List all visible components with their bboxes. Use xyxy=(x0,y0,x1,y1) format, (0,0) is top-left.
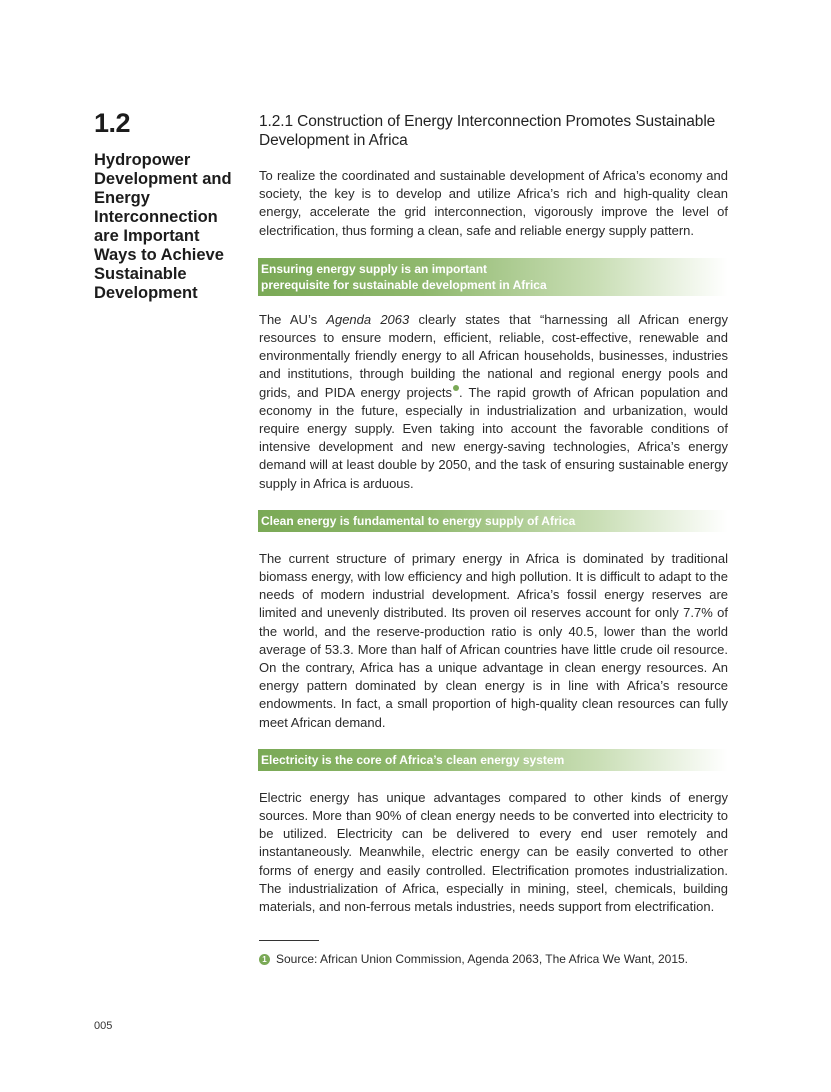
section-heading-block xyxy=(94,108,244,303)
footnote xyxy=(259,952,688,966)
footnote-divider xyxy=(259,940,319,941)
footnote-text: Source: African Union Commission, Agenda 2063, The Africa We Want, 2015. xyxy=(276,952,689,966)
subsection-title: 1.2.1 Construction of Energy Interconnection Promotes Sustainable Development in Africa xyxy=(259,113,716,149)
agenda-title: Agenda 2063 xyxy=(326,311,410,327)
banner-clean-energy: Clean energy is fundamental to energy supply of Africa xyxy=(258,510,728,532)
agenda-paragraph-rest: . The rapid growth of African population and economy in the future, especially in industrialization and urbanization, would require energy supply. Even taking into account the favorable conditions of intensive development and new energy-saving technologies, Africa’s energy demand will at least double by 2050, and the task of ensuring sustainable energy supply in Africa is arduous. xyxy=(259,384,728,491)
banner-energy-supply xyxy=(258,258,728,296)
electricity-paragraph: Electric energy has unique advantages compared to other kinds of energy sources. More than 90% of clean energy needs to be converted into electricity to be utilized. Electricity can be delivered to every end user remotely and instantaneously. Meanwhile, electric energy can be easily converted to other forms of energy and easily controlled. Electrification promotes industrialization. The industrialization of Africa, especially in mining, steel, chemicals, building materials, and non-ferrous metals industries, needs support from electrification. xyxy=(259,789,728,915)
clean-energy-paragraph: The current structure of primary energy in Africa is dominated by traditional biomass energy, with low efficiency and high pollution. It is difficult to adapt to the needs of modern industrial development. Africa’s fossil energy reserves are limited and unevenly distributed. Its proven oil reserves account for only 7.7% of the world, and the reserve-production ratio is only 40.5, lower than the world average of 53.3. More than half of African countries have little crude oil resource. On the contrary, Africa has a unique advantage in clean energy resources. An energy pattern dominated by clean energy is in line with Africa’s resource endowments. In fact, a small proportion of high-quality clean resources can fully meet African demand. xyxy=(259,550,728,730)
footnote-number-badge: 1 xyxy=(259,954,270,965)
page-number: 005 xyxy=(94,1020,113,1032)
agenda-paragraph-lead: The AU’s xyxy=(259,311,327,327)
agenda-paragraph-quote: clearly states that “harnessing all African energy resources to ensure modern, efficient, reliable, cost-effective, renewable and environmentally friendly energy to all African households, businesses, industries and institutions, through building the national and regional energy pools and grids, and PIDA energy projects xyxy=(259,311,729,400)
agenda-paragraph xyxy=(259,311,728,493)
intro-paragraph: To realize the coordinated and sustainable development of Africa’s economy and society, the key is to develop and utilize Africa’s rich and high-quality clean energy, accelerate the grid interconnection, vigorously improve the level of electrification, thus forming a clean, safe and reliable energy supply pattern. xyxy=(259,168,728,238)
section-number: 1.2 xyxy=(94,108,131,138)
banner-energy-supply-line-2: prerequisite for sustainable development in Africa xyxy=(261,277,547,292)
banner-energy-supply-line-1: Ensuring energy supply is an important xyxy=(261,261,488,276)
banner-electricity: Electricity is the core of Africa’s clean energy system xyxy=(258,749,728,771)
main-content xyxy=(259,112,728,916)
section-title: Hydropower Development and Energy Interconnection are Important Ways to Achieve Sustainable Development xyxy=(94,151,232,302)
